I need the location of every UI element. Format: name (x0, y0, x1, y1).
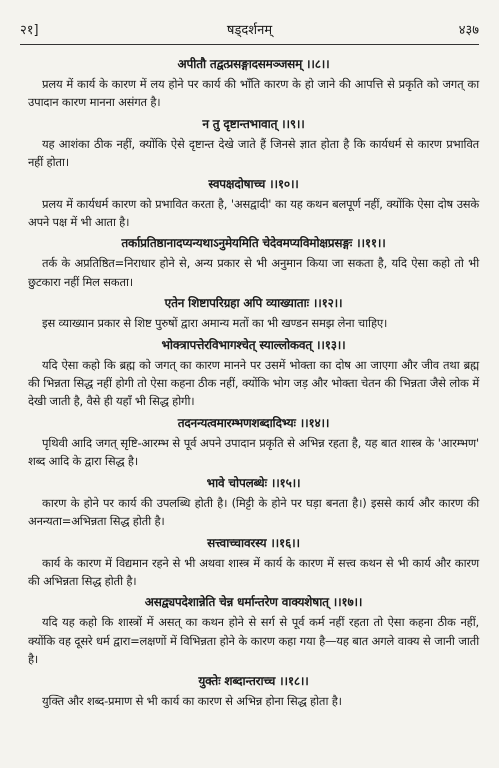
running-title: षड्दर्शनम् (226, 23, 273, 38)
page-body (28, 52, 479, 710)
sutra-heading: असद्व्यपदेशान्नेति चेन्न धर्मान्तरेण वाक्यशेषात् ।।१७।। (144, 595, 363, 610)
commentary-paragraph: पृथिवी आदि जगत् सृष्टि-आरम्भ से पूर्व अपने उपादान प्रकृति से अभिन्न रहता है, यह बात शास्त्र के 'आरम्भण' शब्द आदि के द्वारा सिद्ध है। (28, 435, 479, 469)
chapter-marker: २१] (20, 23, 39, 38)
commentary-paragraph: युक्ति और शब्द-प्रमाण से भी कार्य का कारण से अभिन्न होना सिद्ध होता है। (42, 693, 342, 708)
commentary-paragraph: यह आशंका ठीक नहीं, क्योंकि ऐसे दृष्टान्त देखे जाते हैं जिनसे ज्ञात होता है कि कार्यधर्म से कारण प्रभावित नहीं होता। (28, 136, 479, 170)
commentary-paragraph: तर्क के अप्रतिष्ठित=निराधार होने से, अन्य प्रकार से भी अनुमान किया जा सकता है, यदि ऐसा कहो तो भी छुटकारा नहीं मिल सकता। (28, 256, 479, 289)
sutra-heading: भोक्त्रापत्तेरविभागश्चेत् स्याल्लोकवत् ।।१३।। (161, 337, 346, 352)
commentary-paragraph: यदि यह कहो कि शास्त्रों में असत् का कथन होने से सर्ग से पूर्व कर्म नहीं रहता तो ऐसा कहना ठीक नहीं, क्योंकि वह दूसरे धर्म द्वारा=लक्षणों में विभिन्नता होने के कारण कहा गया है—यह बात अगले वाक्य से जानी जाती है। (28, 615, 479, 667)
sutra-heading: एतेन शिष्टापरिग्रहा अपि व्याख्याताः ।।१२।। (164, 296, 343, 311)
sutra-heading: अपीतौ तद्वत्प्रसङ्गादसमञ्जसम् ।।८।। (177, 57, 330, 71)
commentary-paragraph: कार्य के कारण में विद्यमान रहने से भी अथवा शास्त्र में कार्य के कारण में सत्त्व कथन से भी कार्य और कारण की अभिन्नता सिद्ध होती है। (28, 555, 479, 588)
commentary-paragraph: प्रलय में कार्य के कारण में लय होने पर कार्य की भाँति कारण के हो जाने की आपत्ति से प्रकृति को जगत् का उपादान कारण मानना असंगत है। (28, 77, 479, 110)
sutra-heading: तर्काप्रतिष्ठानादप्यन्यथाऽनुमेयमिति चेदेवमप्यविमोक्षप्रसङ्गः ।।११।। (121, 236, 386, 251)
sutra-heading: भावे चोपलब्धेः ।।१५।। (206, 475, 301, 490)
page-number: ४३७ (458, 23, 479, 38)
commentary-paragraph: कारण के होने पर कार्य की उपलब्धि होती है। (मिट्टी के होने पर घड़ा बनता है।) इससे कार्य और कारण की अनन्यता=अभिन्नता सिद्ध होती है। (28, 495, 479, 529)
page-header (20, 18, 479, 40)
sutra-heading: न तु दृष्टान्तभावात् ।।९।। (202, 116, 305, 131)
commentary-paragraph: यदि ऐसा कहो कि ब्रह्म को जगत् का कारण मानने पर उसमें भोक्ता का दोष आ जाएगा और जीव तथा ब्रह्म की भिन्नता सिद्ध नहीं होगी तो ऐसा कहना ठीक नहीं, क्योंकि भोग जड़ और भोक्ता चेतन की भिन्नता जैसे लोक में देखी जाती है, वैसे ही यहाँ भी सिद्ध होगी। (28, 357, 479, 409)
sutra-heading: युक्तेः शब्दान्तराच्च ।।१८।। (198, 673, 309, 688)
sutra-heading: स्वपक्षदोषाच्च ।।१०।। (208, 176, 299, 191)
sutra-heading: तदनन्यत्वमारम्भणशब्दादिभ्यः ।।१४।। (177, 415, 330, 430)
commentary-paragraph: प्रलय में कार्यधर्म कारण को प्रभावित करता है, 'असद्वादी' का यह कथन बलपूर्ण नहीं, क्योंकि ऐसा दोष उसके अपने पक्ष में भी आता है। (28, 196, 479, 230)
commentary-paragraph: इस व्याख्यान प्रकार से शिष्ट पुरुषों द्वारा अमान्य मतों का भी खण्डन समझ लेना चाहिए। (42, 316, 388, 331)
header-rule (20, 44, 479, 45)
sutra-heading: सत्त्वाच्चावरस्य ।।१६।। (207, 535, 300, 550)
